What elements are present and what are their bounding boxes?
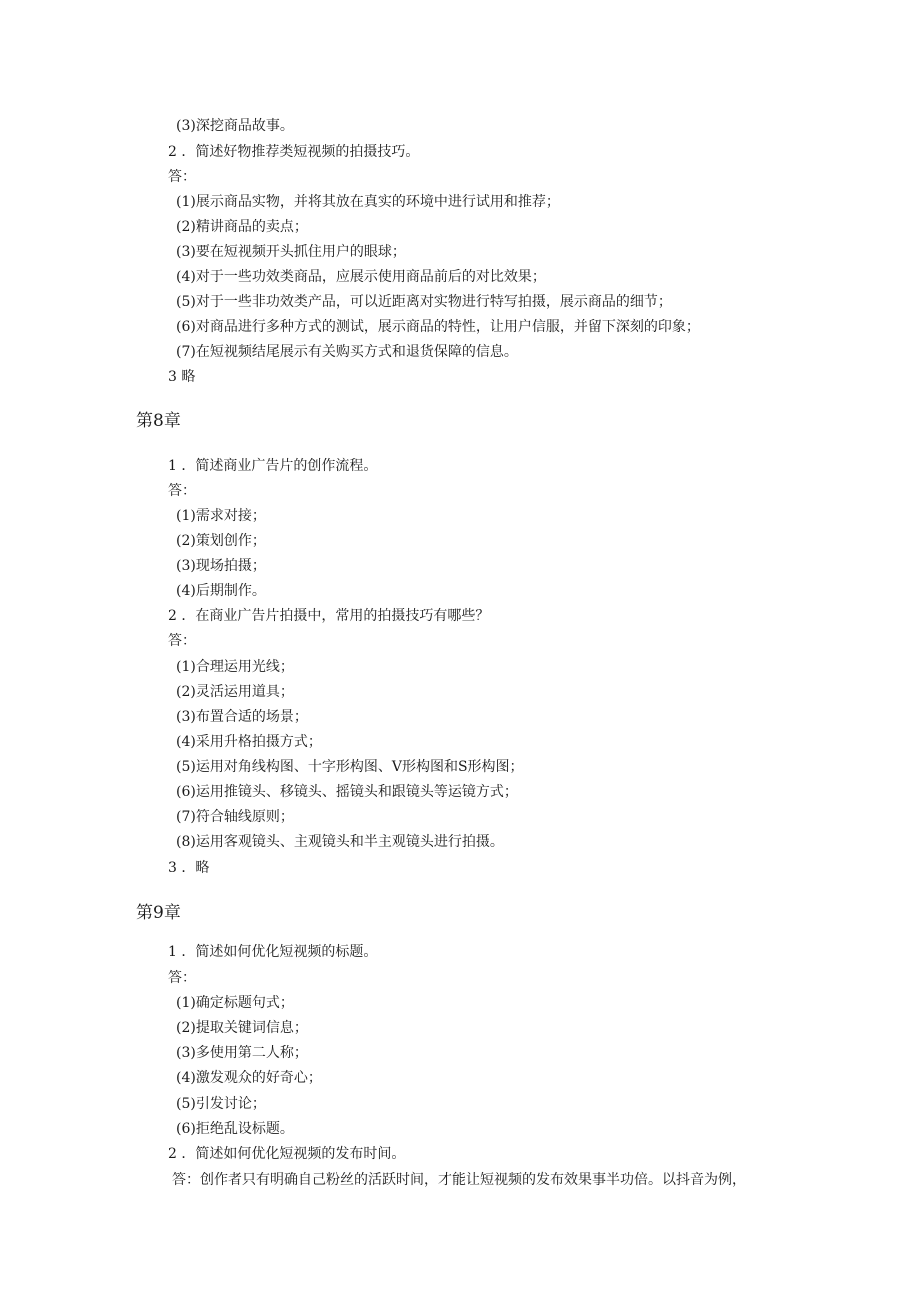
list-item: (3)多使用第二人称； bbox=[176, 1045, 308, 1061]
question-2: 2 ．简述如何优化短视频的发布时间。 bbox=[168, 1146, 406, 1162]
list-item: (3)布置合适的场景； bbox=[176, 709, 308, 725]
question-3: 3 ．略 bbox=[168, 860, 210, 876]
list-item: (4)对于一些功效类商品，应展示使用商品前后的对比效果； bbox=[176, 269, 546, 285]
answer-paragraph: 答：创作者只有明确自己粉丝的活跃时间，才能让短视频的发布效果事半功倍。以抖音为例， bbox=[172, 1172, 746, 1188]
chapter-9-heading: 第9章 bbox=[136, 903, 181, 923]
list-item: (4)后期制作。 bbox=[176, 583, 266, 599]
list-item: (1)合理运用光线； bbox=[176, 659, 294, 675]
list-item: (5)引发讨论； bbox=[176, 1096, 266, 1112]
list-item: (8)运用客观镜头、主观镜头和半主观镜头进行拍摄。 bbox=[176, 834, 504, 850]
answer-label: 答： bbox=[168, 970, 196, 986]
question-1: 1 ．简述商业广告片的创作流程。 bbox=[168, 458, 378, 474]
list-item: (5)对于一些非功效类产品，可以近距离对实物进行特写拍摄，展示商品的细节； bbox=[176, 294, 672, 310]
list-item: (3)现场拍摄； bbox=[176, 558, 266, 574]
list-item: (6)运用推镜头、移镜头、摇镜头和跟镜头等运镜方式； bbox=[176, 784, 518, 800]
list-item: (3)要在短视频开头抓住用户的眼球； bbox=[176, 244, 406, 260]
list-item: (2)策划创作； bbox=[176, 533, 266, 549]
list-item: (4)采用升格拍摄方式； bbox=[176, 734, 322, 750]
list-item: (7)符合轴线原则； bbox=[176, 809, 294, 825]
list-item: (4)激发观众的好奇心； bbox=[176, 1070, 322, 1086]
list-item: (6)对商品进行多种方式的测试，展示商品的特性，让用户信服，并留下深刻的印象； bbox=[176, 319, 700, 335]
answer-label: 答： bbox=[168, 169, 196, 185]
list-item: (7)在短视频结尾展示有关购买方式和退货保障的信息。 bbox=[176, 344, 518, 360]
question-2: 2 ．简述好物推荐类短视频的拍摄技巧。 bbox=[168, 144, 420, 160]
list-item: (5)运用对角线构图、十字形构图、V形构图和S形构图； bbox=[176, 759, 524, 775]
list-item: (2)精讲商品的卖点； bbox=[176, 219, 308, 235]
chapter-8-heading: 第8章 bbox=[136, 411, 181, 431]
list-item: (6)拒绝乱设标题。 bbox=[176, 1121, 294, 1137]
question-2: 2 ．在商业广告片拍摄中，常用的拍摄技巧有哪些？ bbox=[168, 608, 490, 624]
list-item: (1)展示商品实物，并将其放在真实的环境中进行试用和推荐； bbox=[176, 194, 560, 210]
question-3: 3 略 bbox=[168, 369, 196, 385]
question-1: 1 ．简述如何优化短视频的标题。 bbox=[168, 944, 378, 960]
list-item: (1)确定标题句式； bbox=[176, 995, 294, 1011]
list-item: (1)需求对接； bbox=[176, 508, 266, 524]
list-item: (2)灵活运用道具； bbox=[176, 684, 294, 700]
answer-label: 答： bbox=[168, 633, 196, 649]
list-item: (2)提取关键词信息； bbox=[176, 1020, 308, 1036]
list-item: (3)深挖商品故事。 bbox=[176, 118, 294, 134]
answer-label: 答： bbox=[168, 483, 196, 499]
